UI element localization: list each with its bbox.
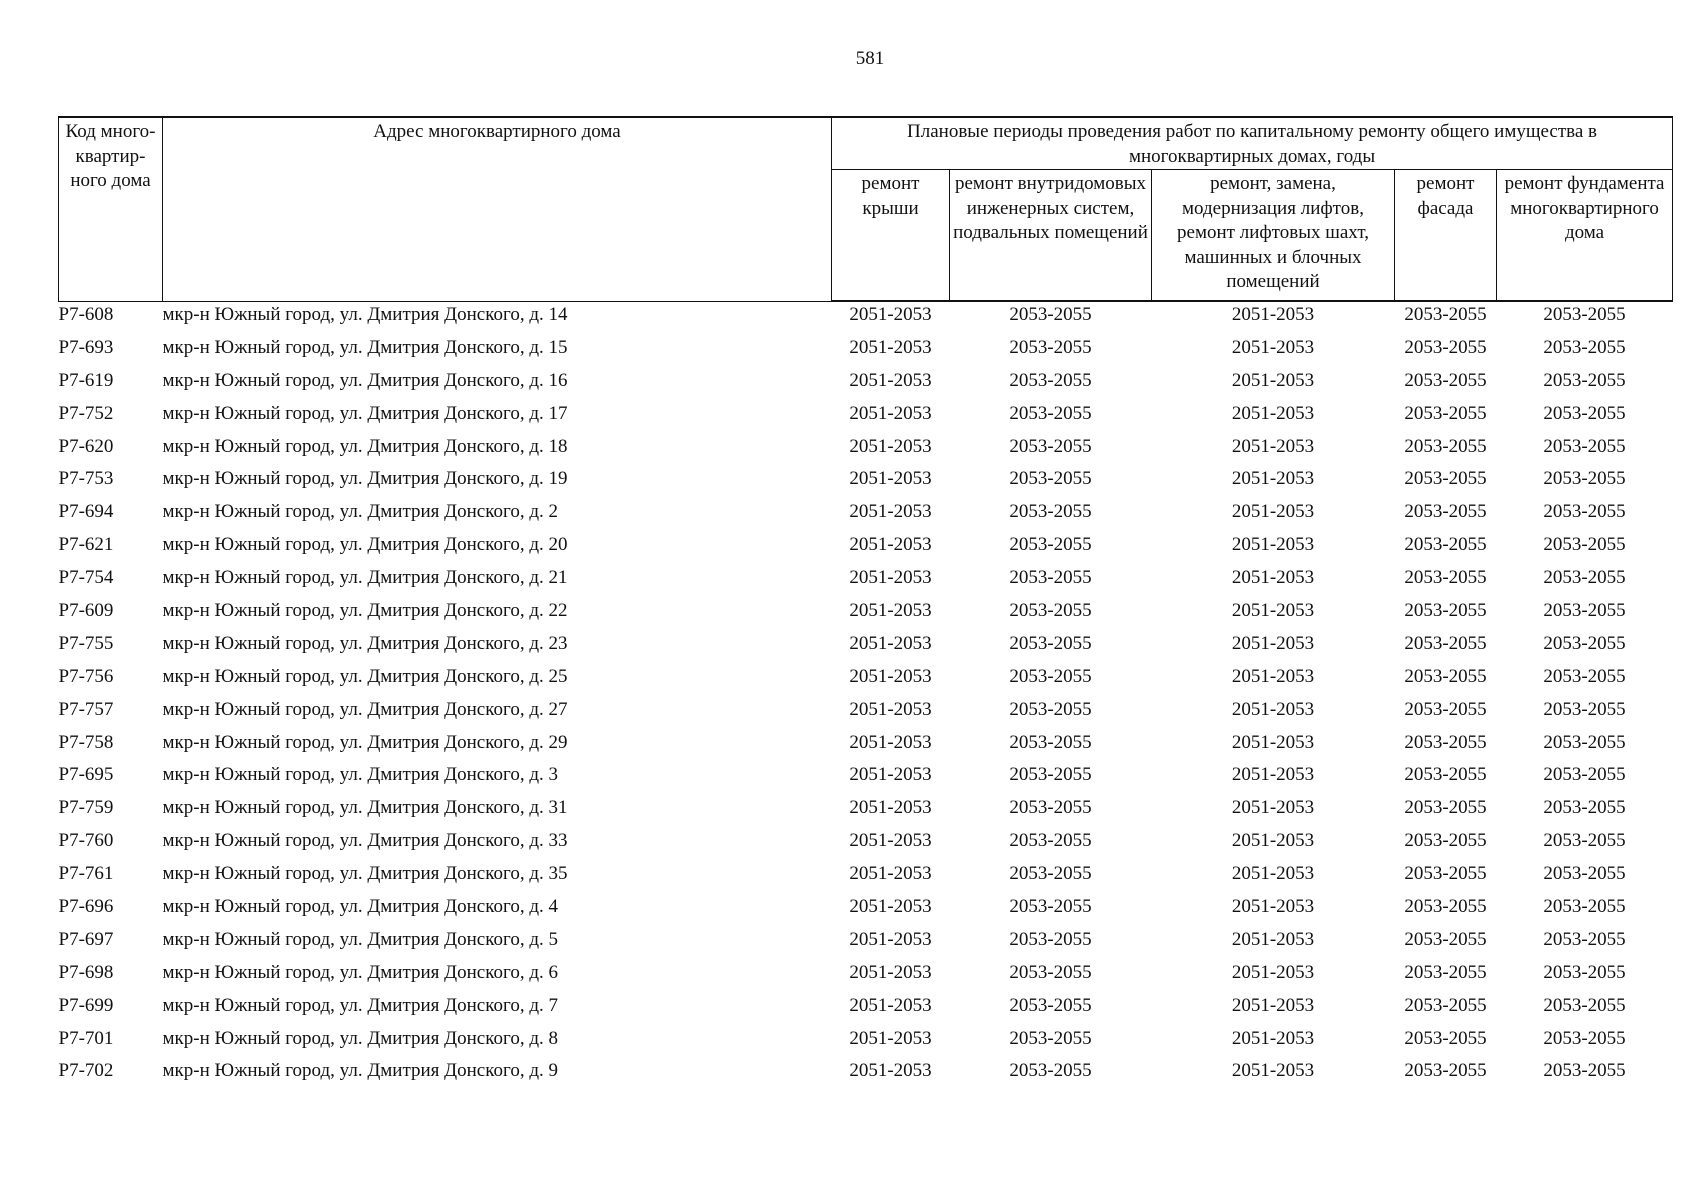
cell-code: Р7-759	[58, 797, 114, 819]
cell-systems: 2053-2055	[1009, 501, 1092, 523]
cell-facade: 2053-2055	[1404, 797, 1487, 819]
header-systems: ремонт внутридомовых инженерных систем, подвальных помещений	[950, 170, 1152, 302]
table-row	[59, 894, 1673, 927]
cell-roof: 2051-2053	[849, 928, 932, 950]
cell-code: Р7-621	[58, 534, 114, 556]
table-row	[59, 730, 1673, 763]
cell-foundation: 2053-2055	[1543, 435, 1626, 457]
cell-code: Р7-608	[58, 303, 114, 325]
cell-address: мкр-н Южный город, ул. Дмитрия Донского, д. 25	[162, 665, 568, 687]
cell-roof: 2051-2053	[849, 369, 932, 391]
cell-code: Р7-609	[58, 600, 114, 622]
cell-roof: 2051-2053	[849, 304, 932, 325]
cell-foundation: 2053-2055	[1543, 830, 1626, 852]
cell-foundation: 2053-2055	[1543, 863, 1626, 885]
cell-address: мкр-н Южный город, ул. Дмитрия Донского, д. 14	[162, 303, 568, 325]
table-row	[59, 927, 1673, 960]
cell-lifts: 2051-2053	[1231, 1060, 1315, 1082]
cell-code: Р7-694	[58, 501, 114, 523]
cell-address: мкр-н Южный город, ул. Дмитрия Донского, д. 7	[162, 994, 558, 1016]
cell-address: мкр-н Южный город, ул. Дмитрия Донского, д. 9	[162, 1060, 558, 1082]
cell-lifts: 2051-2053	[1231, 665, 1315, 687]
cell-address: мкр-н Южный город, ул. Дмитрия Донского, д. 8	[162, 1027, 558, 1049]
repair-schedule-table	[58, 116, 1673, 1091]
cell-foundation: 2053-2055	[1543, 896, 1626, 918]
cell-lifts: 2051-2053	[1231, 863, 1315, 885]
cell-systems: 2053-2055	[1009, 928, 1092, 950]
cell-foundation: 2053-2055	[1543, 632, 1626, 654]
cell-code: Р7-619	[58, 369, 114, 391]
header-code: Код много-квартир-ного дома	[59, 117, 163, 301]
cell-roof: 2051-2053	[849, 402, 932, 424]
cell-address: мкр-н Южный город, ул. Дмитрия Донского, д. 16	[162, 369, 568, 391]
cell-code: Р7-699	[58, 994, 114, 1016]
cell-roof: 2051-2053	[849, 336, 932, 358]
cell-systems: 2053-2055	[1009, 665, 1092, 687]
cell-code: Р7-698	[58, 961, 114, 983]
table-row	[59, 532, 1673, 565]
table-row	[59, 401, 1673, 434]
header-facade: ремонт фасада	[1395, 170, 1497, 302]
cell-lifts: 2051-2053	[1231, 928, 1315, 950]
cell-systems: 2053-2055	[1009, 830, 1092, 852]
cell-foundation: 2053-2055	[1543, 402, 1626, 424]
cell-roof: 2051-2053	[849, 830, 932, 852]
cell-systems: 2053-2055	[1009, 698, 1092, 720]
cell-lifts: 2051-2053	[1231, 336, 1315, 358]
cell-facade: 2053-2055	[1404, 961, 1487, 983]
cell-roof: 2051-2053	[849, 435, 932, 457]
cell-roof: 2051-2053	[849, 961, 932, 983]
cell-code: Р7-620	[58, 435, 114, 457]
cell-facade: 2053-2055	[1404, 1027, 1487, 1049]
cell-address: мкр-н Южный город, ул. Дмитрия Донского, д. 18	[162, 435, 568, 457]
cell-code: Р7-701	[58, 1027, 114, 1049]
cell-facade: 2053-2055	[1404, 534, 1487, 556]
cell-roof: 2051-2053	[849, 731, 932, 753]
cell-address: мкр-н Южный город, ул. Дмитрия Донского, д. 35	[162, 863, 568, 885]
cell-foundation: 2053-2055	[1543, 665, 1626, 687]
cell-roof: 2051-2053	[849, 797, 932, 819]
cell-facade: 2053-2055	[1404, 896, 1487, 918]
cell-foundation: 2053-2055	[1543, 961, 1626, 983]
cell-lifts: 2051-2053	[1231, 534, 1315, 556]
table-row	[59, 631, 1673, 664]
cell-systems: 2053-2055	[1009, 764, 1092, 786]
cell-foundation: 2053-2055	[1543, 731, 1626, 753]
cell-lifts: 2051-2053	[1231, 896, 1315, 918]
cell-roof: 2051-2053	[849, 896, 932, 918]
cell-facade: 2053-2055	[1404, 665, 1487, 687]
cell-lifts: 2051-2053	[1231, 501, 1315, 523]
cell-code: Р7-758	[58, 731, 114, 753]
cell-address: мкр-н Южный город, ул. Дмитрия Донского, д. 3	[162, 764, 558, 786]
cell-roof: 2051-2053	[849, 567, 932, 589]
cell-facade: 2053-2055	[1404, 994, 1487, 1016]
cell-lifts: 2051-2053	[1231, 698, 1315, 720]
table-row	[59, 301, 1673, 335]
cell-systems: 2053-2055	[1009, 1060, 1092, 1082]
cell-facade: 2053-2055	[1404, 435, 1487, 457]
cell-systems: 2053-2055	[1009, 336, 1092, 358]
cell-code: Р7-757	[58, 698, 114, 720]
header-foundation: ремонт фундамента многоквартирного дома	[1497, 170, 1673, 302]
cell-lifts: 2051-2053	[1231, 731, 1315, 753]
cell-foundation: 2053-2055	[1543, 994, 1626, 1016]
cell-code: Р7-695	[58, 764, 114, 786]
cell-systems: 2053-2055	[1009, 1027, 1092, 1049]
cell-address: мкр-н Южный город, ул. Дмитрия Донского, д. 21	[162, 567, 568, 589]
cell-foundation: 2053-2055	[1543, 369, 1626, 391]
cell-roof: 2051-2053	[849, 698, 932, 720]
cell-code: Р7-753	[58, 468, 114, 490]
cell-systems: 2053-2055	[1009, 731, 1092, 753]
cell-foundation: 2053-2055	[1543, 534, 1626, 556]
table-row	[59, 993, 1673, 1026]
cell-address: мкр-н Южный город, ул. Дмитрия Донского, д. 19	[162, 468, 568, 490]
cell-address: мкр-н Южный город, ул. Дмитрия Донского, д. 29	[162, 731, 568, 753]
cell-foundation: 2053-2055	[1543, 336, 1626, 358]
cell-roof: 2051-2053	[849, 863, 932, 885]
cell-roof: 2051-2053	[849, 600, 932, 622]
cell-lifts: 2051-2053	[1231, 994, 1315, 1016]
table-row	[59, 861, 1673, 894]
table-body	[59, 301, 1673, 1091]
header-planned-periods: Плановые периоды проведения работ по капитальному ремонту общего имущества в многоквартирных домах, годы	[832, 117, 1673, 170]
table-row	[59, 598, 1673, 631]
cell-foundation: 2053-2055	[1543, 928, 1626, 950]
cell-lifts: 2051-2053	[1231, 402, 1315, 424]
cell-lifts: 2051-2053	[1231, 764, 1315, 786]
cell-foundation: 2053-2055	[1543, 698, 1626, 720]
cell-code: Р7-761	[58, 863, 114, 885]
cell-code: Р7-696	[58, 896, 114, 918]
cell-address: мкр-н Южный город, ул. Дмитрия Донского, д. 33	[162, 830, 568, 852]
table-row	[59, 368, 1673, 401]
cell-facade: 2053-2055	[1404, 928, 1487, 950]
cell-code: Р7-697	[58, 928, 114, 950]
cell-roof: 2051-2053	[849, 1060, 932, 1082]
cell-foundation: 2053-2055	[1543, 600, 1626, 622]
cell-foundation: 2053-2055	[1543, 1060, 1626, 1082]
cell-lifts: 2051-2053	[1231, 369, 1315, 391]
cell-code: Р7-693	[58, 336, 114, 358]
cell-systems: 2053-2055	[1009, 468, 1092, 490]
page-number: 581	[855, 48, 885, 69]
cell-systems: 2053-2055	[1009, 369, 1092, 391]
table-row	[59, 434, 1673, 467]
cell-systems: 2053-2055	[1009, 534, 1092, 556]
header-address: Адрес многоквартирного дома	[163, 117, 832, 301]
cell-address: мкр-н Южный город, ул. Дмитрия Донского, д. 2	[162, 501, 558, 523]
table-row	[59, 960, 1673, 993]
cell-facade: 2053-2055	[1404, 304, 1487, 325]
cell-address: мкр-н Южный город, ул. Дмитрия Донского, д. 6	[162, 961, 558, 983]
table-row	[59, 795, 1673, 828]
cell-lifts: 2051-2053	[1231, 632, 1315, 654]
cell-systems: 2053-2055	[1009, 435, 1092, 457]
table-row	[59, 828, 1673, 861]
cell-foundation: 2053-2055	[1543, 797, 1626, 819]
cell-roof: 2051-2053	[849, 501, 932, 523]
cell-lifts: 2051-2053	[1231, 468, 1315, 490]
cell-systems: 2053-2055	[1009, 567, 1092, 589]
cell-facade: 2053-2055	[1404, 600, 1487, 622]
header-roof: ремонт крыши	[832, 170, 950, 302]
table-row	[59, 335, 1673, 368]
cell-code: Р7-702	[58, 1060, 114, 1082]
cell-lifts: 2051-2053	[1231, 797, 1315, 819]
cell-facade: 2053-2055	[1404, 1060, 1487, 1082]
cell-facade: 2053-2055	[1404, 468, 1487, 490]
cell-address: мкр-н Южный город, ул. Дмитрия Донского, д. 23	[162, 632, 568, 654]
cell-roof: 2051-2053	[849, 764, 932, 786]
cell-facade: 2053-2055	[1404, 567, 1487, 589]
cell-foundation: 2053-2055	[1543, 304, 1626, 325]
cell-code: Р7-760	[58, 830, 114, 852]
cell-foundation: 2053-2055	[1543, 501, 1626, 523]
cell-systems: 2053-2055	[1009, 600, 1092, 622]
cell-systems: 2053-2055	[1009, 994, 1092, 1016]
cell-address: мкр-н Южный город, ул. Дмитрия Донского, д. 4	[162, 896, 558, 918]
cell-lifts: 2051-2053	[1231, 304, 1315, 325]
cell-address: мкр-н Южный город, ул. Дмитрия Донского, д. 27	[162, 698, 568, 720]
cell-lifts: 2051-2053	[1231, 435, 1315, 457]
cell-facade: 2053-2055	[1404, 369, 1487, 391]
cell-lifts: 2051-2053	[1231, 567, 1315, 589]
table-row	[59, 664, 1673, 697]
cell-lifts: 2051-2053	[1231, 961, 1315, 983]
cell-foundation: 2053-2055	[1543, 764, 1626, 786]
cell-code: Р7-754	[58, 567, 114, 589]
cell-facade: 2053-2055	[1404, 764, 1487, 786]
cell-foundation: 2053-2055	[1543, 1027, 1626, 1049]
cell-facade: 2053-2055	[1404, 698, 1487, 720]
cell-address: мкр-н Южный город, ул. Дмитрия Донского, д. 20	[162, 534, 568, 556]
cell-systems: 2053-2055	[1009, 304, 1092, 325]
cell-foundation: 2053-2055	[1543, 567, 1626, 589]
cell-address: мкр-н Южный город, ул. Дмитрия Донского, д. 15	[162, 336, 568, 358]
cell-systems: 2053-2055	[1009, 632, 1092, 654]
cell-facade: 2053-2055	[1404, 731, 1487, 753]
cell-lifts: 2051-2053	[1231, 600, 1315, 622]
cell-roof: 2051-2053	[849, 1027, 932, 1049]
cell-facade: 2053-2055	[1404, 501, 1487, 523]
cell-code: Р7-755	[58, 632, 114, 654]
cell-systems: 2053-2055	[1009, 896, 1092, 918]
header-lifts: ремонт, замена, модернизация лифтов, ремонт лифтовых шахт, машинных и блочных помещений	[1152, 170, 1395, 302]
cell-address: мкр-н Южный город, ул. Дмитрия Донского, д. 31	[162, 797, 568, 819]
table-row	[59, 1026, 1673, 1059]
cell-systems: 2053-2055	[1009, 961, 1092, 983]
cell-facade: 2053-2055	[1404, 830, 1487, 852]
cell-facade: 2053-2055	[1404, 336, 1487, 358]
cell-roof: 2051-2053	[849, 632, 932, 654]
cell-address: мкр-н Южный город, ул. Дмитрия Донского, д. 22	[162, 600, 568, 622]
table-row	[59, 466, 1673, 499]
cell-facade: 2053-2055	[1404, 863, 1487, 885]
cell-systems: 2053-2055	[1009, 863, 1092, 885]
cell-facade: 2053-2055	[1404, 632, 1487, 654]
cell-code: Р7-756	[58, 665, 114, 687]
cell-foundation: 2053-2055	[1543, 468, 1626, 490]
cell-address: мкр-н Южный город, ул. Дмитрия Донского, д. 5	[162, 928, 558, 950]
cell-roof: 2051-2053	[849, 468, 932, 490]
cell-roof: 2051-2053	[849, 665, 932, 687]
table-row	[59, 762, 1673, 795]
table-row	[59, 499, 1673, 532]
cell-roof: 2051-2053	[849, 534, 932, 556]
table-row	[59, 697, 1673, 730]
cell-systems: 2053-2055	[1009, 402, 1092, 424]
cell-lifts: 2051-2053	[1231, 1027, 1315, 1049]
table-row	[59, 565, 1673, 598]
cell-lifts: 2051-2053	[1231, 830, 1315, 852]
cell-roof: 2051-2053	[849, 994, 932, 1016]
table-row	[59, 1058, 1673, 1091]
cell-code: Р7-752	[58, 402, 114, 424]
cell-systems: 2053-2055	[1009, 797, 1092, 819]
cell-facade: 2053-2055	[1404, 402, 1487, 424]
cell-address: мкр-н Южный город, ул. Дмитрия Донского, д. 17	[162, 402, 568, 424]
